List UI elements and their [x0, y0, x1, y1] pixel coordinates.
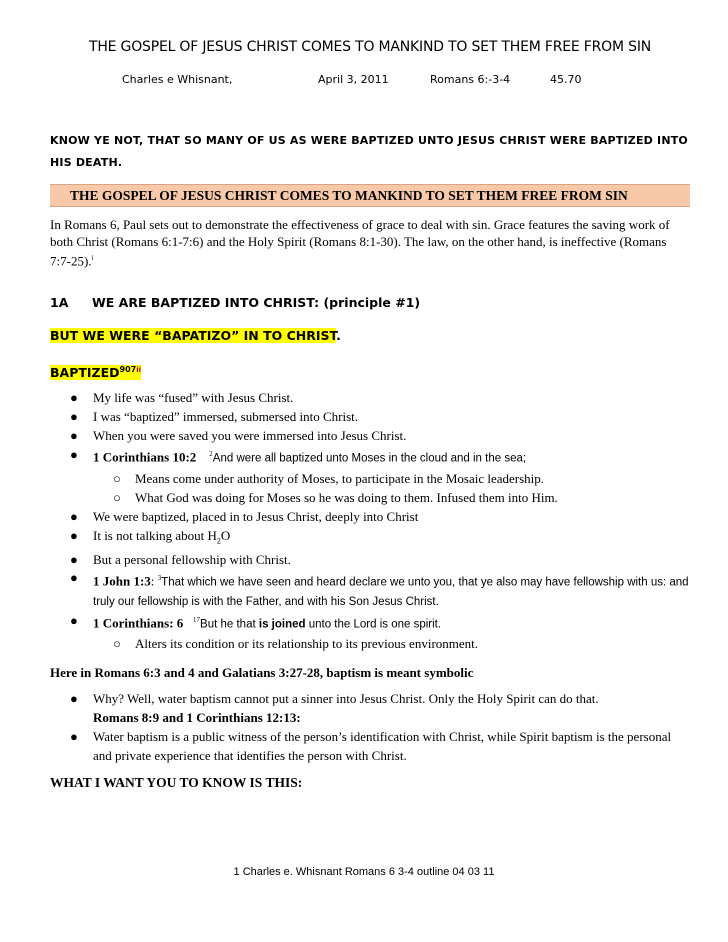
intro-footnote-marker: i: [91, 254, 94, 262]
list-item-text: It is not talking about H: [93, 527, 217, 543]
sub-list: [93, 469, 690, 507]
baptized-bullet-list: [50, 388, 690, 653]
highlighted-text: BUT WE WERE “BAPATIZO” IN TO CHRIST: [50, 328, 337, 344]
intro-text: In Romans 6, Paul sets out to demonstrate the effectiveness of grace to deal with sin. Grace features the saving work of both Christ (Romans 6:1-7:6) and the Holy Spirit (Romans 8:1-30). The law, on the other hand, is ineffective (Romans 7:7-25).: [50, 217, 670, 269]
list-item-text: Water baptism is a public witness of the person’s identification with Christ, while Spirit baptism is the personal and private experience that identifies the person with Christ.: [93, 729, 672, 764]
verse-number: 17: [193, 615, 201, 624]
list-item: [70, 445, 690, 506]
list-item: [70, 407, 690, 426]
bullet-icon: ●: [70, 447, 78, 463]
verse-number: 3: [157, 574, 162, 583]
page-footer: 1 Charles e. Whisnant Romans 6 3-4 outline 04 03 11: [233, 866, 495, 878]
scripture-reference: 1 John 1:3: [93, 573, 151, 589]
document-page: [50, 38, 690, 791]
separator: :: [150, 573, 158, 589]
section-title: WE ARE BAPTIZED INTO CHRIST: (principle #1): [92, 295, 421, 311]
hollow-circle-icon: ○: [113, 489, 121, 505]
list-item-text: My life was “fused” with Jesus Christ.: [93, 390, 294, 406]
symbolic-heading: Here in Romans 6:3 and 4 and Galatians 3:27-28, baptism is meant symbolic: [50, 665, 474, 681]
bullet-icon: ●: [70, 390, 78, 406]
list-item: [70, 426, 690, 445]
final-heading: WHAT I WANT YOU TO KNOW IS THIS:: [50, 775, 303, 791]
baptized-footnote-marker: ii: [136, 366, 142, 375]
highlight-line: [50, 328, 690, 343]
intro-paragraph: [50, 216, 690, 269]
list-item-text: We were baptized, placed in to Jesus Christ, deeply into Christ: [93, 508, 419, 524]
byline-number: 45.70: [550, 73, 582, 86]
verse-text: unto the Lord is one spirit.: [305, 618, 442, 631]
banner-heading: THE GOSPEL OF JESUS CHRIST COMES TO MANKIND TO SET THEM FREE FROM SIN: [50, 184, 690, 207]
baptized-word: [50, 365, 141, 380]
list-item-text: When you were saved you were immersed into Jesus Christ.: [93, 428, 407, 444]
list-item: [70, 526, 690, 551]
verse-number: 2: [209, 450, 213, 459]
list-item: [70, 611, 690, 653]
list-item: [70, 550, 690, 569]
bullet-icon: ●: [70, 552, 78, 568]
bullet-icon: ●: [70, 691, 78, 707]
section-number: 1A: [50, 295, 69, 311]
why-bullet-list: [50, 689, 690, 765]
sub-item-text: Alters its condition or its relationship to its previous environment.: [135, 636, 479, 652]
list-item-text: Why? Well, water baptism cannot put a sinner into Jesus Christ. Only the Holy Spirit can do that.: [93, 691, 599, 707]
bullet-icon: ●: [70, 409, 78, 425]
hollow-circle-icon: ○: [113, 470, 121, 486]
byline-date: April 3, 2011: [318, 73, 389, 86]
list-item: [70, 507, 690, 526]
scripture-reference: 1 Corinthians: 6: [93, 615, 184, 631]
bullet-icon: ●: [70, 428, 78, 444]
key-verse: KNOW YE NOT, THAT SO MANY OF US AS WERE BAPTIZED UNTO JESUS CHRIST WERE BAPTIZED INTO HIS DEATH.: [50, 134, 688, 169]
list-item-text: I was “baptized” immersed, submersed into Christ.: [93, 409, 358, 425]
sub-item-text: What God was doing for Moses so he was doing to them. Infused them into Him.: [135, 489, 558, 505]
bullet-icon: ●: [70, 527, 78, 543]
bullet-icon: ●: [70, 612, 78, 628]
sub-list-item: [113, 469, 690, 488]
bullet-icon: ●: [70, 729, 78, 745]
verse-text: But he that: [200, 618, 259, 631]
verse-text-bold: is joined: [258, 618, 306, 631]
bullet-icon: ●: [70, 508, 78, 524]
list-item: [70, 727, 690, 765]
sub-list: [93, 634, 690, 653]
scripture-reference: Romans 8:9 and 1 Corinthians 12:13:: [93, 710, 301, 726]
byline: [50, 73, 690, 86]
sub-list-item: [113, 488, 690, 507]
baptized-strongs-number: 907: [119, 365, 137, 375]
bullet-icon: ●: [70, 570, 78, 586]
document-title: THE GOSPEL OF JESUS CHRIST COMES TO MANKIND TO SET THEM FREE FROM SIN: [88, 39, 652, 55]
highlight-trail: .: [336, 328, 341, 344]
baptized-heading: [50, 365, 690, 380]
baptized-word-text: BAPTIZED: [50, 365, 120, 381]
byline-scripture: Romans 6:-3-4: [430, 73, 511, 86]
sub-item-text: Means come under authority of Moses, to participate in the Mosaic leadership.: [135, 470, 545, 486]
verse-text: And were all baptized unto Moses in the cloud and in the sea;: [212, 452, 527, 465]
byline-author: Charles e Whisnant,: [122, 73, 233, 86]
list-item-text: But a personal fellowship with Christ.: [93, 552, 291, 568]
list-item: [70, 689, 690, 727]
list-item: [70, 388, 690, 407]
scripture-reference: 1 Corinthians 10:2: [93, 449, 197, 465]
subscript: 2: [216, 536, 221, 546]
section-1a-heading: [50, 295, 690, 310]
hollow-circle-icon: ○: [113, 636, 121, 652]
verse-text: That which we have seen and heard declare we unto you, that ye also may have fellowship with us: and truly our fellowship is with the Father, and with his Son Jesus Christ.: [93, 576, 689, 608]
list-item: [70, 569, 690, 610]
sub-list-item: [113, 634, 690, 653]
list-item-text: O: [220, 527, 231, 543]
